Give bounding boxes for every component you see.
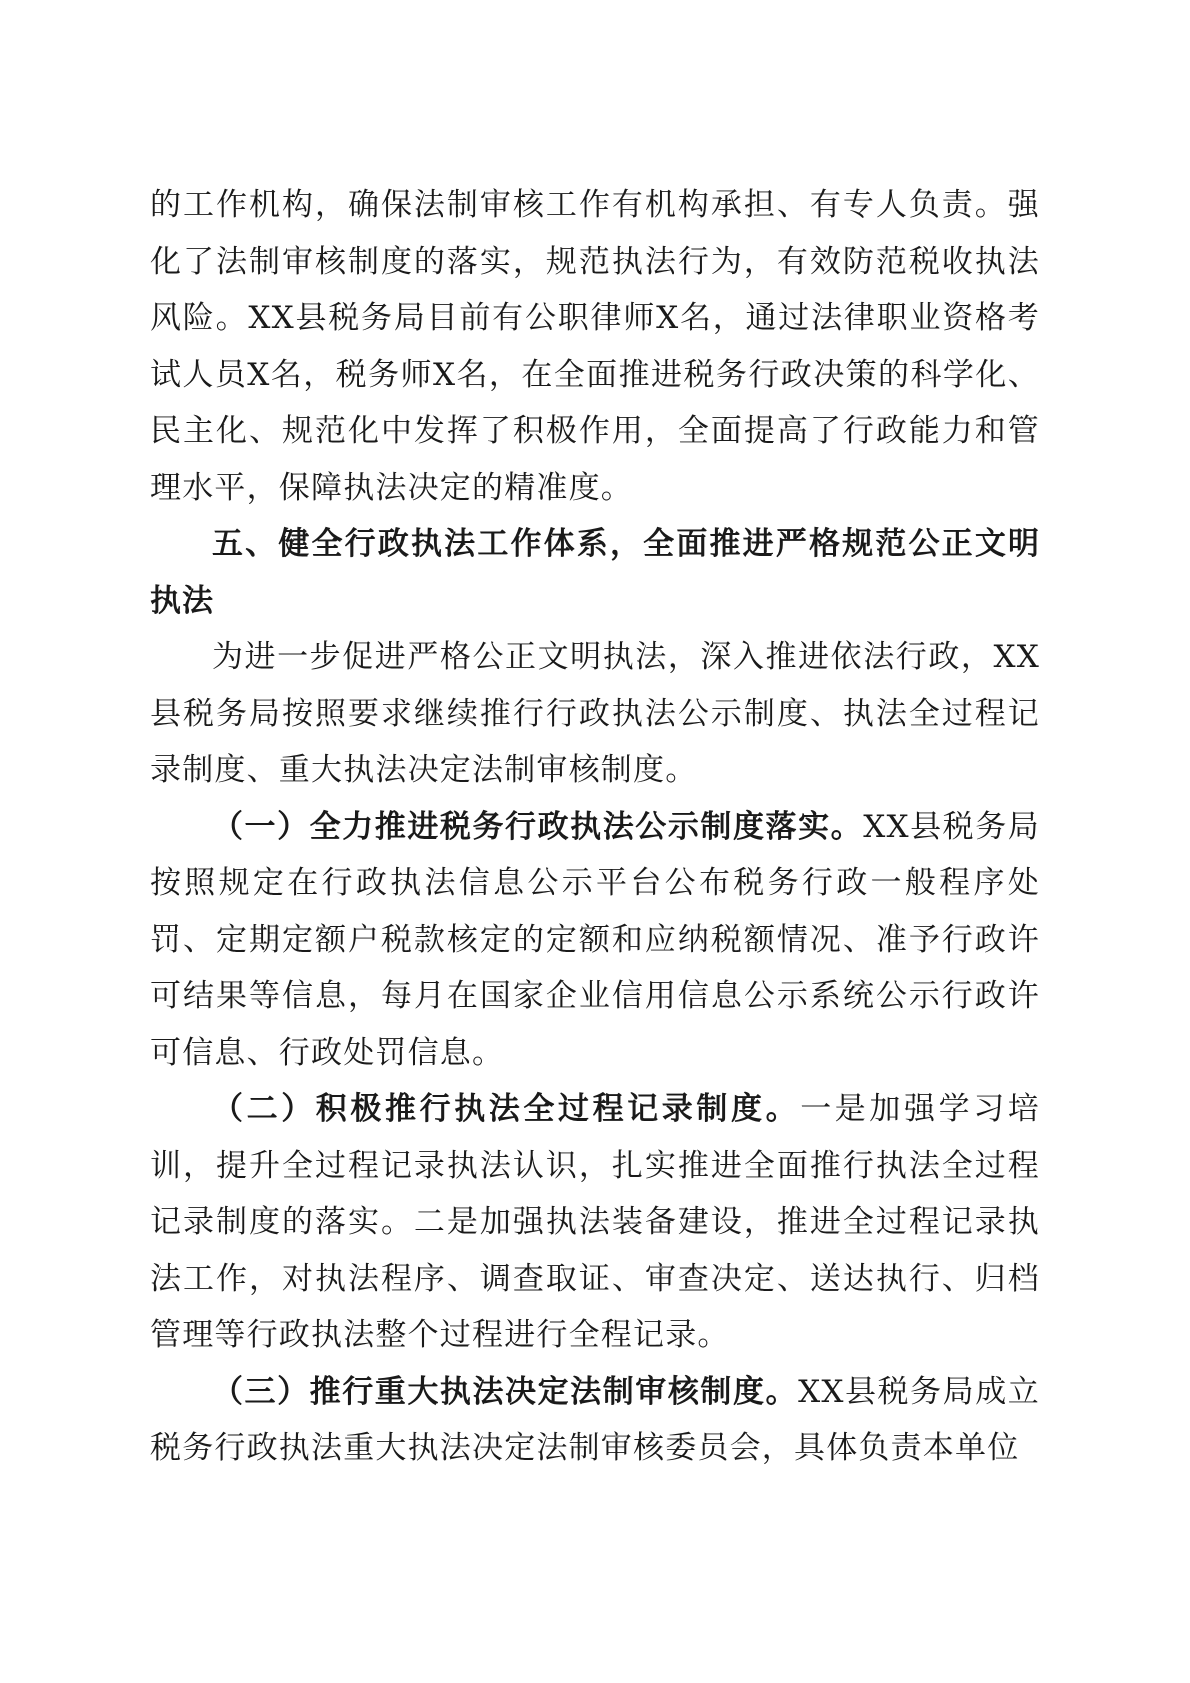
section-heading-5: 五、健全行政执法工作体系，全面推进严格规范公正文明执法 — [150, 526, 1040, 619]
item-2-lead: （二）积极推行执法全过程记录制度。 — [212, 1091, 801, 1127]
list-item-3 — [150, 1364, 1040, 1477]
paragraph-legal-review-staff: 的工作机构，确保法制审核工作有机构承担、有专人负责。强化了法制审核制度的落实，规范执法行为，有效防范税收执法风险。XX县税务局目前有公职律师X名，通过法律职业资格考试人员X名，税务师X名，在全面推进税务行政决策的科学化、民主化、规范化中发挥了积极作用，全面提高了行政能力和管理水平，保障执法决定的精准度。 — [150, 187, 1040, 506]
list-item-2 — [150, 1081, 1040, 1364]
list-item-1 — [150, 799, 1040, 1082]
item-3-body: XX县税务局成立税务行政执法重大执法决定法制审核委员会，具体负责本单位 — [150, 1373, 1040, 1466]
item-3-lead: （三）推行重大执法决定法制审核制度。 — [212, 1373, 799, 1410]
item-1-body: XX县税务局按照规定在行政执法信息公示平台公布税务行政一般程序处罚、定期定额户税款核定的定额和应纳税额情况、准予行政许可结果等信息，每月在国家企业信用信息公示系统公示行政许可信息、行政处罚信息。 — [150, 808, 1040, 1071]
item-2-body: 一是加强学习培训，提升全过程记录执法认识，扎实推进全面推行执法全过程记录制度的落实。二是加强执法装备建设，推进全过程记录执法工作，对执法程序、调查取证、审查决定、送达执行、归档管理等行政执法整个过程进行全程记录。 — [150, 1091, 1040, 1353]
item-1-lead: （一）全力推进税务行政执法公示制度落实。 — [212, 808, 864, 845]
paragraph-section5-intro: 为进一步促进严格公正文明执法，深入推进依法行政，XX县税务局按照要求继续推行行政执法公示制度、执法全过程记录制度、重大执法决定法制审核制度。 — [150, 639, 1040, 788]
document-page — [150, 177, 1040, 1477]
